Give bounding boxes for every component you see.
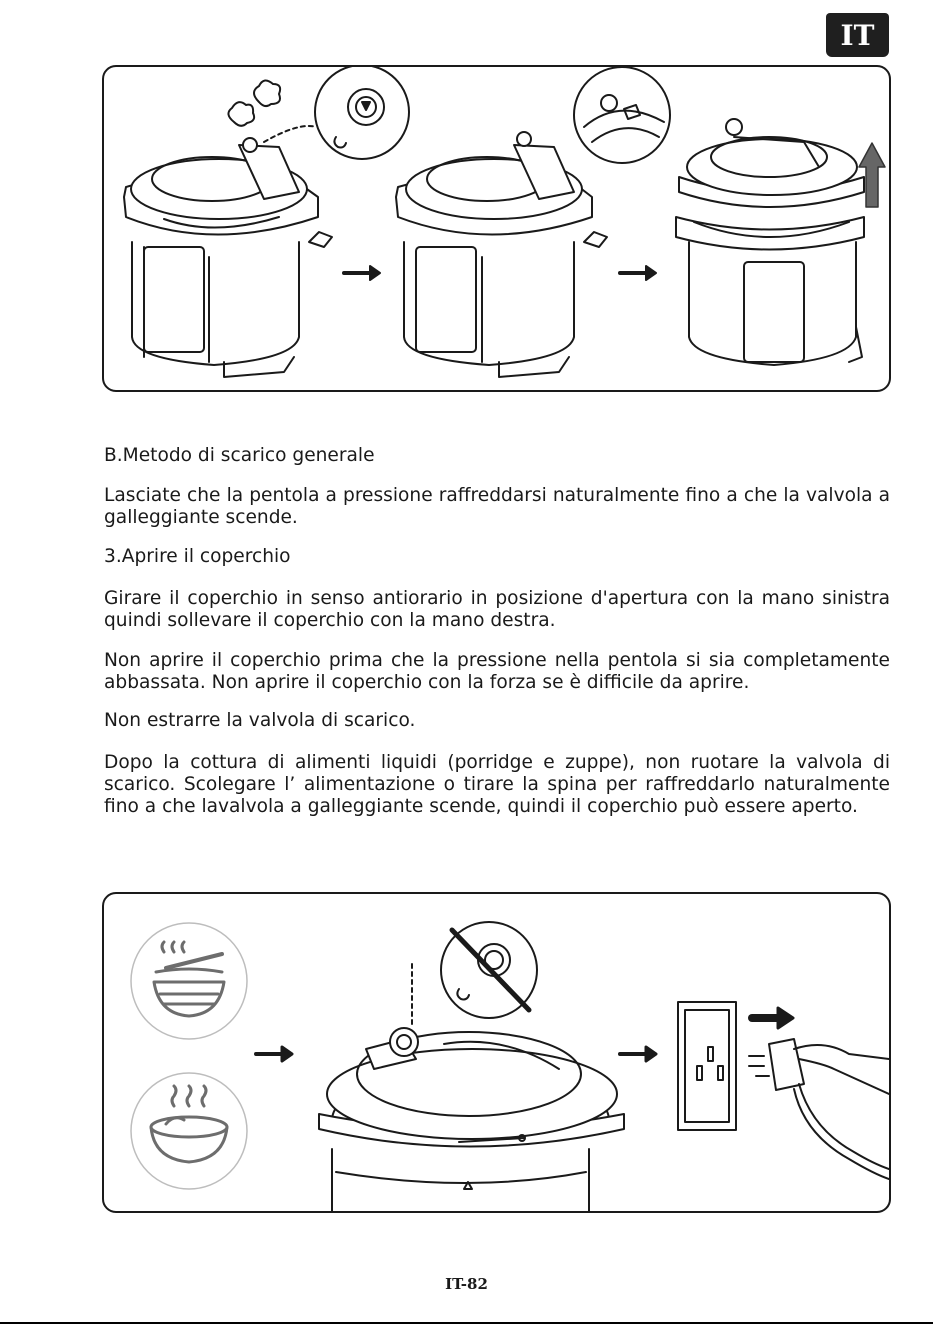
plug-hand-icon xyxy=(749,1039,889,1179)
arrow-right-icon xyxy=(620,1047,656,1061)
valve-detail-icon-2 xyxy=(574,67,670,163)
figure-release-and-open xyxy=(102,65,891,392)
cooker-illustration-3 xyxy=(676,119,864,365)
arrow-up-icon xyxy=(859,143,885,207)
steam-icon xyxy=(228,80,280,125)
section-3-paragraph-2: Non aprire il coperchio prima che la pressione nella pentola si sia completamente abbassata. Non aprire il coperchio con la forza se è difficile da aprire. xyxy=(104,650,890,693)
figure-liquid-food-unplug xyxy=(102,892,891,1213)
cooker-illustration-1 xyxy=(124,138,332,377)
wall-socket-icon xyxy=(678,1002,736,1130)
section-3-paragraph-3: Non estrarre la valvola di scarico. xyxy=(104,710,416,731)
section-3-paragraph-1: Girare il coperchio in senso antiorario in posizione d'apertura con la mano sinistra quindi sollevare il coperchio con la mano destra. xyxy=(104,588,890,631)
porridge-bowl-icon xyxy=(131,923,247,1039)
prohibited-valve-icon xyxy=(412,922,537,1024)
valve-detail-icon xyxy=(264,67,409,159)
arrow-right-icon xyxy=(256,1047,292,1061)
language-tab: IT xyxy=(826,13,889,57)
arrow-right-icon xyxy=(344,266,380,280)
arrow-right-icon xyxy=(620,266,656,280)
page-number: IT-82 xyxy=(445,1275,488,1293)
arrow-right-icon xyxy=(752,1008,793,1028)
section-b-title: B.Metodo di scarico generale xyxy=(104,445,375,466)
section-3-title: 3.Aprire il coperchio xyxy=(104,546,291,567)
cooker-illustration-4 xyxy=(319,1028,624,1211)
section-3-paragraph-4: Dopo la cottura di alimenti liquidi (porridge e zuppe), non ruotare la valvola di scarico. Scolegare l’ alimentazione o tirare la spina per raffreddarlo naturalmente fino a che lavalvola a galleggiante scende, quindi il coperchio può essere aperto. xyxy=(104,752,890,817)
section-b-text: Lasciate che la pentola a pressione raffreddarsi naturalmente fino a che la valvola a galleggiante scende. xyxy=(104,485,890,528)
cooker-illustration-2 xyxy=(396,132,607,377)
soup-bowl-icon xyxy=(131,1073,247,1189)
